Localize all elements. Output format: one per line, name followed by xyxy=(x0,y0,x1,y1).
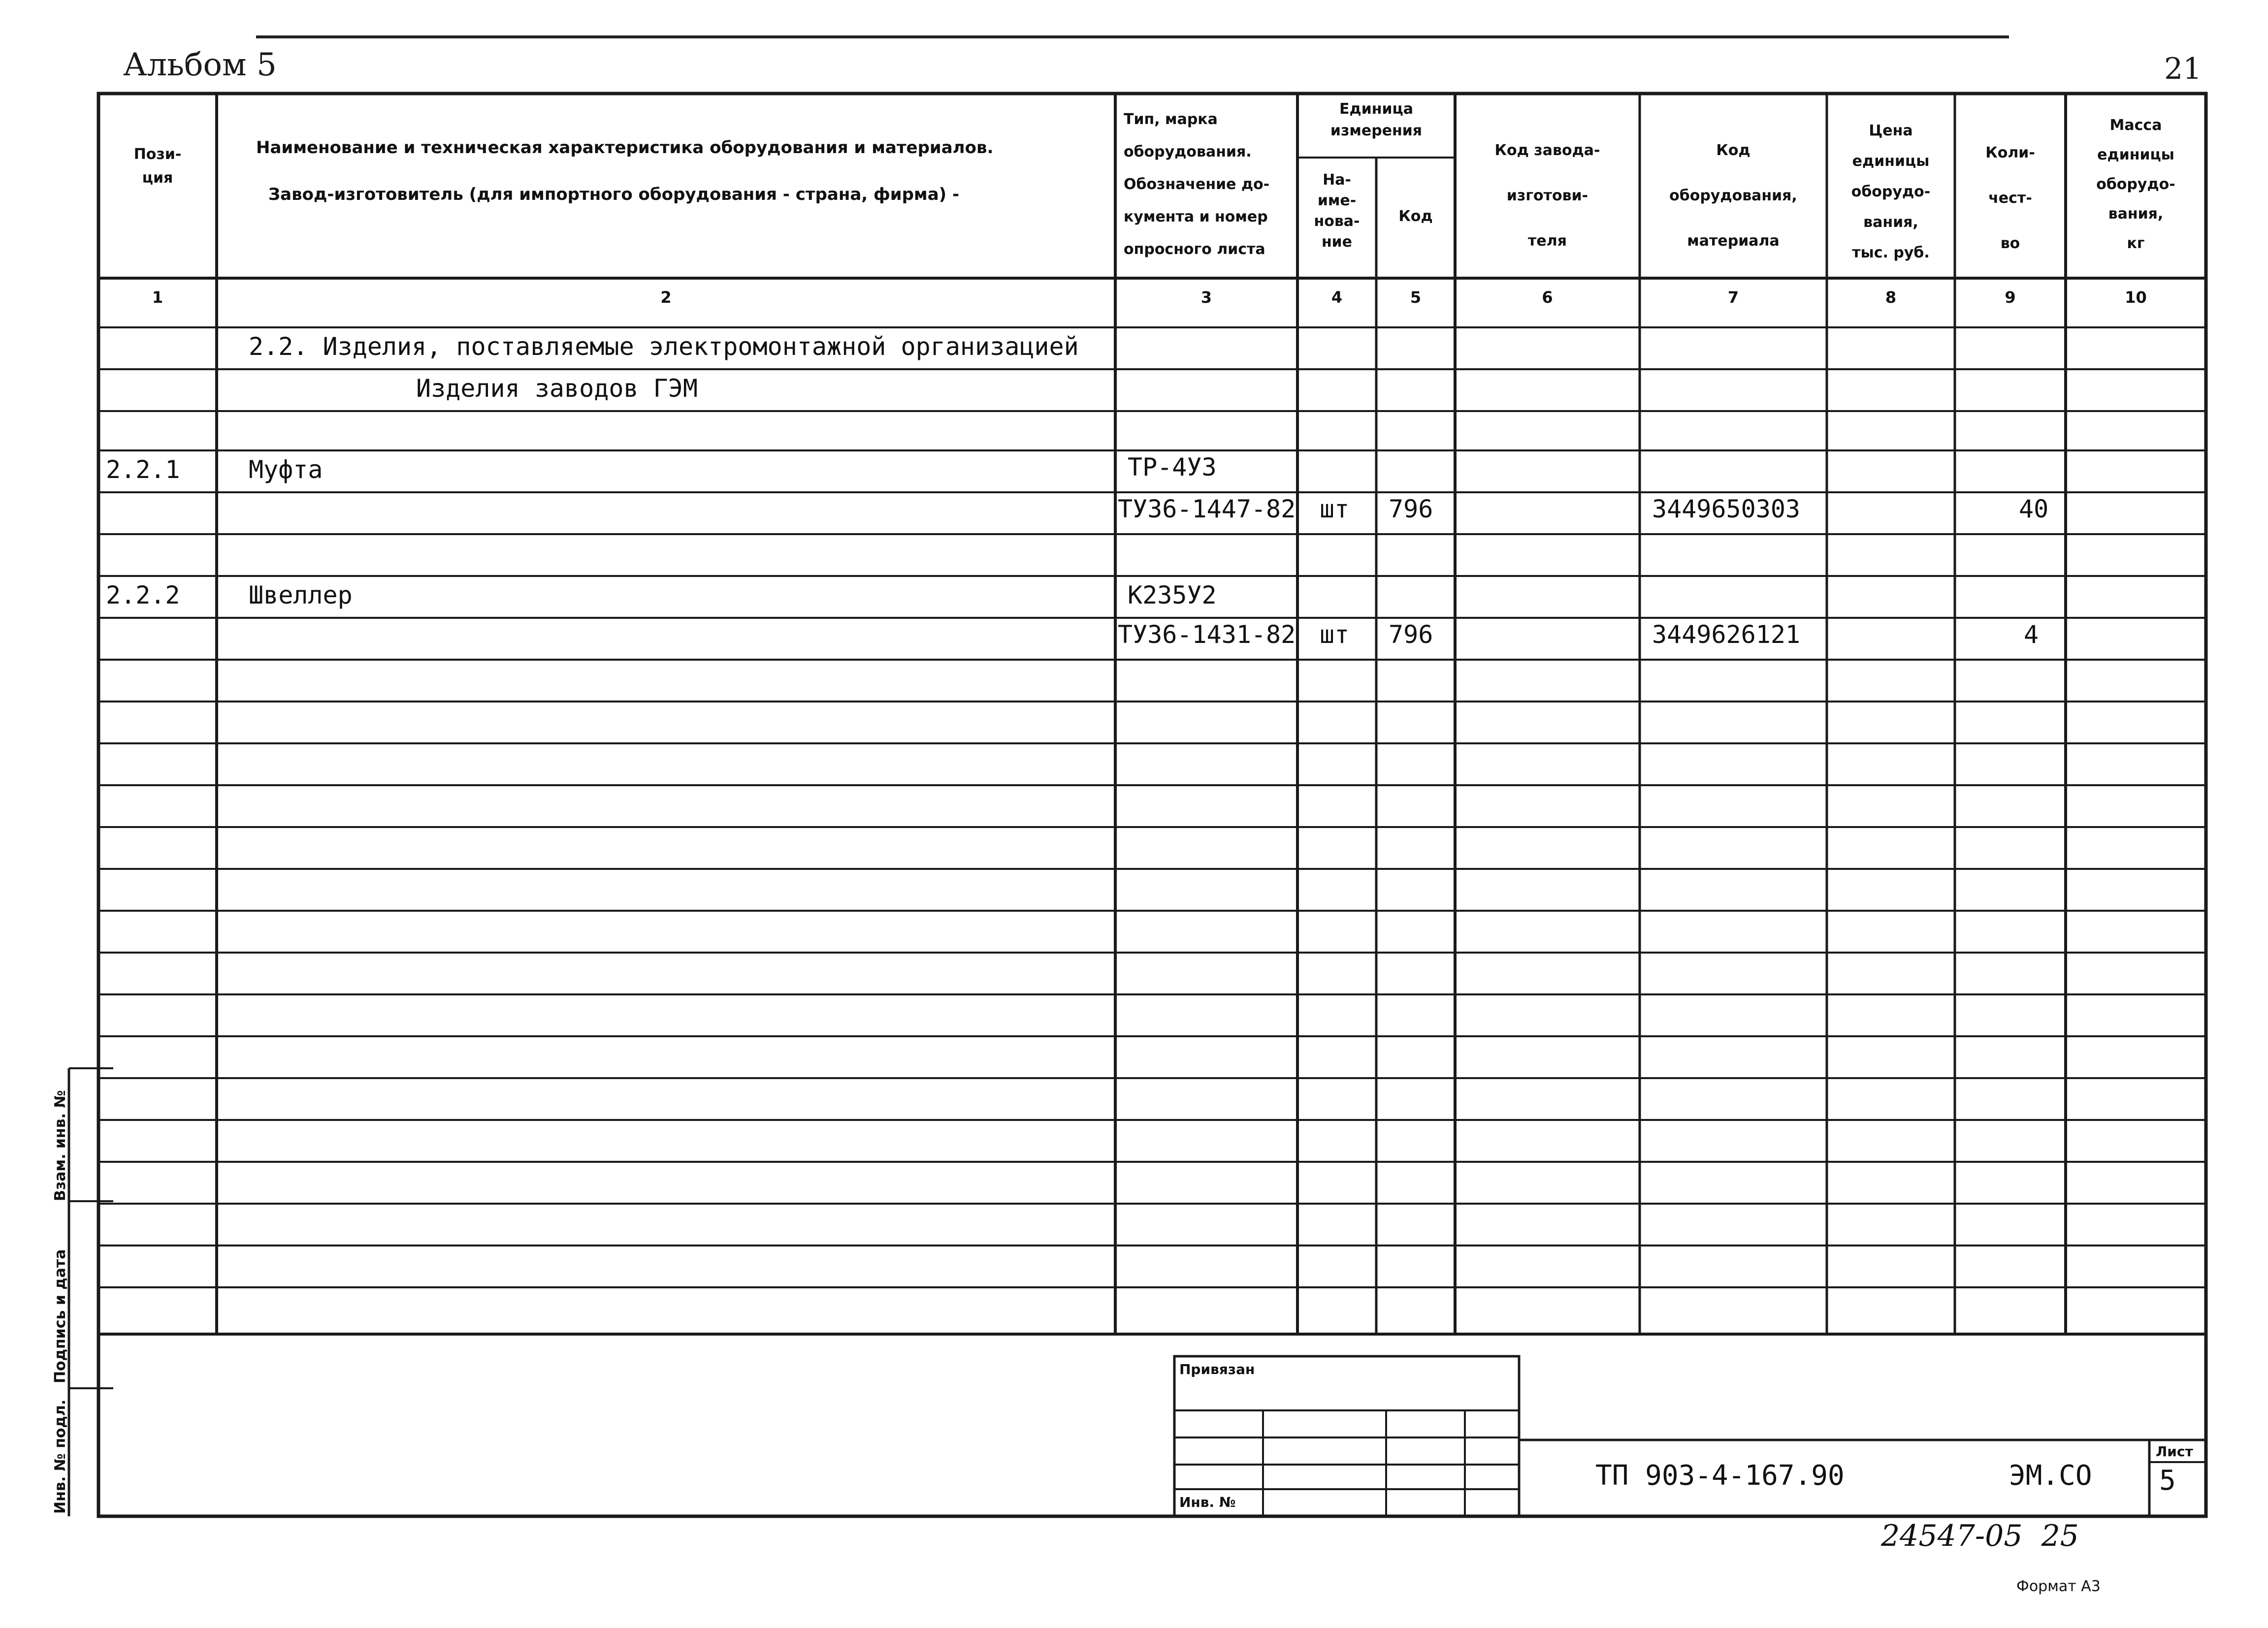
side-label-replaced-inv: Взам. инв. № xyxy=(52,1090,69,1201)
col1-header: Пози- ция xyxy=(133,146,182,187)
stamp-privyazan: Привязан xyxy=(1179,1361,1255,1377)
item-position: 2.2.2 xyxy=(106,581,180,609)
handwritten-number: 24547-05 25 xyxy=(1881,1519,2079,1553)
col-number: 2 xyxy=(660,288,672,307)
item-name: Муфта xyxy=(249,455,323,484)
col-number: 9 xyxy=(2005,288,2016,307)
item-unit: шт xyxy=(1320,495,1350,523)
col-number: 8 xyxy=(1885,288,1897,307)
outer-frame xyxy=(98,94,2206,1516)
col-number: 10 xyxy=(2125,288,2147,307)
col-number: 7 xyxy=(1727,288,1739,307)
item-doc: ТУ36-1431-82 xyxy=(1118,620,1296,649)
col5-header: Код xyxy=(1398,208,1433,225)
section-subtitle: Изделия заводов ГЭМ xyxy=(416,374,698,403)
col2-header-line1: Наименование и техническая характеристика оборудования и материалов. xyxy=(256,138,994,158)
section-title: 2.2. Изделия, поставляемые электромонтажной организацией xyxy=(249,332,1079,361)
side-label-signature-date: Подпись и дата xyxy=(52,1249,69,1383)
item-qty: 40 xyxy=(2019,495,2049,523)
item-doc: ТУ36-1447-82 xyxy=(1118,495,1296,523)
item-code: 3449650303 xyxy=(1652,495,1801,523)
col4-header: На- име- нова- ние xyxy=(1314,171,1360,251)
col45-header: Единица измерения xyxy=(1330,100,1423,139)
col-number: 4 xyxy=(1331,288,1343,307)
item-name: Швеллер xyxy=(249,581,353,609)
doc-number: ТП 903-4-167.90 xyxy=(1595,1460,1845,1492)
col10-header: Масса единицы оборудо- вания, кг xyxy=(2096,117,2175,252)
item-code: 3449626121 xyxy=(1652,620,1801,649)
col9-header: Коли- чест- во xyxy=(1985,144,2035,252)
col8-header: Цена единицы оборудо- вания, тыс. руб. xyxy=(1851,122,1931,261)
col2-header-line2: Завод-изготовитель (для импортного оборудования - страна, фирма) - xyxy=(268,185,960,204)
item-unit-code: 796 xyxy=(1389,495,1433,523)
stamp-box xyxy=(1174,1356,1519,1516)
sheet-label: Лист xyxy=(2156,1443,2193,1460)
col3-header: Тип, марка оборудования. Обозначение до- кумента и номер опросного листа xyxy=(1124,111,1270,258)
side-label-inv-original: Инв. № подл. xyxy=(52,1399,69,1514)
stamp-inv-no: Инв. № xyxy=(1179,1494,1236,1510)
item-unit-code: 796 xyxy=(1389,620,1433,649)
corner-mark: 21 xyxy=(2164,52,2202,86)
item-type: ТР-4У3 xyxy=(1128,453,1217,481)
col-number: 3 xyxy=(1200,288,1212,307)
item-unit: шт xyxy=(1320,620,1350,649)
item-qty: 4 xyxy=(2024,620,2039,649)
section-code: ЭМ.СО xyxy=(2009,1460,2092,1492)
col-number: 1 xyxy=(152,288,163,307)
format-label: Формат А3 xyxy=(2016,1578,2101,1595)
col-number: 5 xyxy=(1410,288,1422,307)
sheet-number: 5 xyxy=(2159,1465,2176,1497)
col-number: 6 xyxy=(1542,288,1553,307)
item-position: 2.2.1 xyxy=(106,455,180,484)
col7-header: Код оборудования, материала xyxy=(1669,142,1797,250)
col6-header: Код завода- изготови- теля xyxy=(1494,142,1600,250)
item-type: К235У2 xyxy=(1128,581,1217,609)
album-label: Альбом 5 xyxy=(123,47,277,83)
